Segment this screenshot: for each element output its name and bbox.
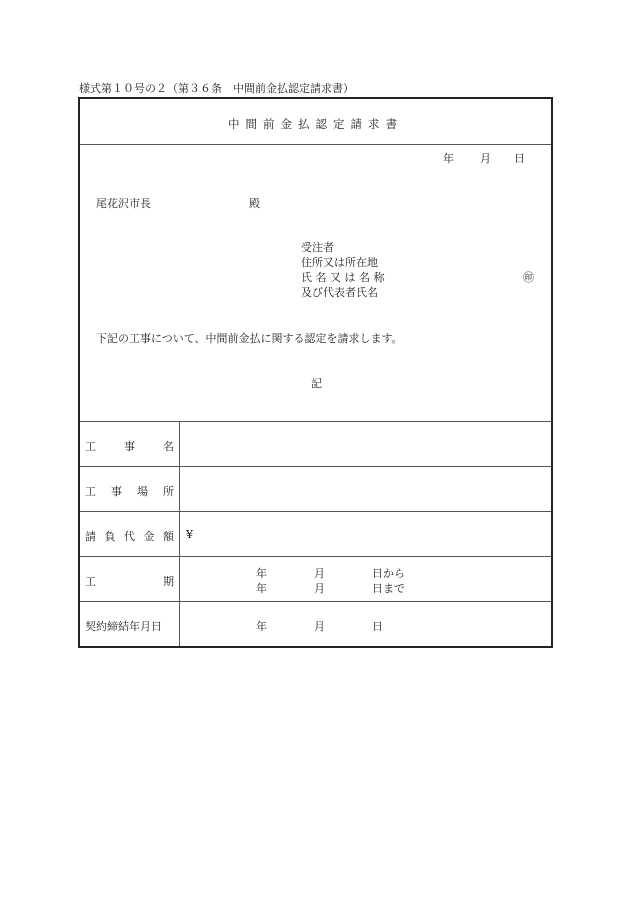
period-from-day: 日から [372, 567, 405, 580]
construction-name-label: 工 事 名 [85, 440, 174, 453]
contract-date-label: 契約締結年月日 [85, 620, 162, 633]
date-day-label: 日 [514, 152, 525, 165]
address-label: 住所又は所在地 [301, 256, 378, 269]
representative-label: 及び代表者氏名 [301, 286, 378, 299]
divider [80, 144, 551, 145]
seal-icon: ㊞ [523, 271, 534, 284]
construction-period-label: 工 期 [85, 575, 174, 588]
divider [80, 601, 551, 602]
applicant-heading: 受注者 [301, 241, 334, 254]
period-from-month: 月 [314, 567, 325, 580]
name-label: 氏 名 又 は 名 称 [301, 271, 385, 284]
period-to-year: 年 [256, 582, 267, 595]
construction-site-label: 工 事 場 所 [85, 485, 174, 498]
contract-date-month: 月 [314, 620, 325, 633]
note-mark: 記 [311, 377, 322, 390]
divider [80, 466, 551, 467]
column-divider [179, 421, 180, 646]
contract-amount-label: 請 負 代 金 額 [85, 530, 174, 543]
date-month-label: 月 [480, 152, 491, 165]
period-from-year: 年 [256, 567, 267, 580]
period-to-day: 日まで [372, 582, 405, 595]
request-form [78, 97, 553, 648]
divider [80, 556, 551, 557]
divider [80, 511, 551, 512]
period-to-month: 月 [314, 582, 325, 595]
request-text: 下記の工事について、中間前金払に関する認定を請求します。 [96, 332, 403, 345]
form-number-label: 様式第１０号の２（第３６条 中間前金払認定請求書） [79, 82, 354, 95]
honorific: 殿 [249, 197, 260, 210]
contract-date-year: 年 [256, 620, 267, 633]
contract-amount-field[interactable]: ¥ [186, 528, 193, 541]
document-title: 中間前金払認定請求書 [228, 117, 403, 131]
date-year-label: 年 [443, 152, 454, 165]
contract-date-day: 日 [372, 620, 383, 633]
addressee: 尾花沢市長 [96, 197, 151, 210]
divider [80, 421, 551, 422]
